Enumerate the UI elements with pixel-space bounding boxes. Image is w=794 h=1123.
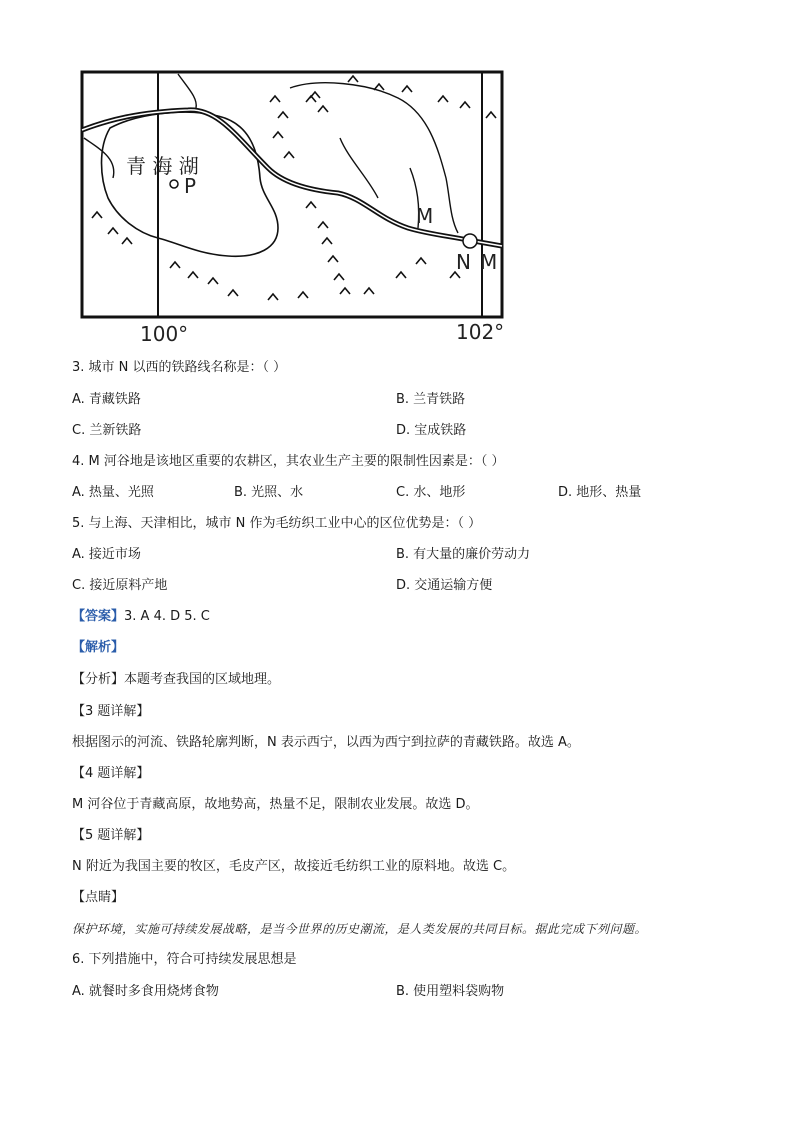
analysis-tag: 【解析】 <box>72 640 125 655</box>
m-river-branch <box>340 138 378 198</box>
detail-3-text: 根据图示的河流、铁路轮廓判断，N 表示西宁，以西为西宁到拉萨的青藏铁路。故选 A。 <box>72 735 580 750</box>
question-5-stem: 5. 与上海、天津相比，城市 N 作为毛纺织工业中心的区位优势是：（ ） <box>72 516 482 531</box>
detail-4-text: M 河谷位于青藏高原，故地势高，热量不足，限制农业发展。故选 D。 <box>72 797 479 812</box>
map-figure <box>78 68 508 348</box>
city-m-lower-label: M <box>480 250 498 274</box>
q5-option-b[interactable]: B. 有大量的廉价劳动力 <box>396 547 531 562</box>
longitude-100-label: 100° <box>140 322 189 346</box>
answer-line <box>72 607 210 627</box>
answer-tag: 【答案】 <box>72 609 125 624</box>
q4-option-c[interactable]: C. 水、地形 <box>396 485 466 500</box>
lake-label: 青 海 湖 <box>126 154 199 178</box>
detail-4-tag: 【4 题详解】 <box>72 766 150 781</box>
mountain-symbols <box>92 76 496 300</box>
question-3-stem: 3. 城市 N 以西的铁路线名称是：（ ） <box>72 360 287 375</box>
answer-text: 3. A 4. D 5. C <box>124 609 210 624</box>
analysis-line <box>72 638 124 658</box>
intro-passage: 保护环境，实施可持续发展战略，是当今世界的历史潮流，是人类发展的共同目标。据此完成下列问题。 <box>72 922 648 936</box>
q4-option-d[interactable]: D. 地形、热量 <box>558 485 642 500</box>
detail-3-tag: 【3 题详解】 <box>72 704 150 719</box>
q5-option-d[interactable]: D. 交通运输方便 <box>396 578 493 593</box>
q5-option-a[interactable]: A. 接近市场 <box>72 547 141 562</box>
dianjing-tag: 【点睛】 <box>72 890 125 905</box>
city-n-marker <box>463 234 477 248</box>
map-drawing <box>78 68 508 348</box>
q6-option-a[interactable]: A. 就餐时多食用烧烤食物 <box>72 984 219 999</box>
q3-option-b[interactable]: B. 兰青铁路 <box>396 392 466 407</box>
river-west <box>84 138 114 178</box>
q6-option-b[interactable]: B. 使用塑料袋购物 <box>396 984 505 999</box>
fenxi-tag: 【分析】 <box>72 672 125 687</box>
point-p-label: P <box>184 174 197 198</box>
q3-option-d[interactable]: D. 宝成铁路 <box>396 423 467 438</box>
city-n-label: N <box>456 250 471 274</box>
q4-option-b[interactable]: B. 光照、水 <box>234 485 304 500</box>
longitude-102-label: 102° <box>456 320 505 344</box>
river-north <box>178 74 196 108</box>
map-frame <box>82 72 502 317</box>
q3-option-c[interactable]: C. 兰新铁路 <box>72 423 142 438</box>
q5-option-c[interactable]: C. 接近原料产地 <box>72 578 168 593</box>
city-m-upper-label: M <box>416 204 434 228</box>
detail-5-text: N 附近为我国主要的牧区，毛皮产区，故接近毛纺织工业的原料地。故选 C。 <box>72 859 516 874</box>
fenxi-text: 本题考查我国的区域地理。 <box>124 672 281 687</box>
question-4-stem: 4. M 河谷地是该地区重要的农耕区，其农业生产主要的限制性因素是：（ ） <box>72 454 505 469</box>
question-6-stem: 6. 下列措施中，符合可持续发展思想是 <box>72 952 297 967</box>
q4-option-a[interactable]: A. 热量、光照 <box>72 485 154 500</box>
q3-option-a[interactable]: A. 青藏铁路 <box>72 392 141 407</box>
detail-5-tag: 【5 题详解】 <box>72 828 150 843</box>
fenxi-line <box>72 670 280 690</box>
point-p-marker <box>170 180 178 188</box>
